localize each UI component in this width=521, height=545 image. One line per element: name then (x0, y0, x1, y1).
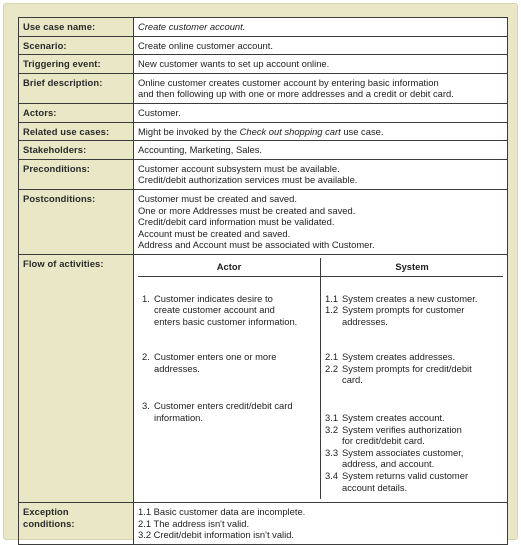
flow-table (138, 258, 503, 499)
postcondition-line: Customer must be created and saved. (138, 192, 297, 204)
exception-line: 2.1 The address isn't valid. (138, 517, 250, 529)
triggering-event-value: New customer wants to set up account online. (134, 55, 508, 74)
postcondition-line: Credit/debit card information must be validated. (138, 216, 335, 228)
step-line: System prompts for customer (342, 304, 465, 316)
stakeholders-value: Accounting, Marketing, Sales. (134, 141, 508, 160)
brief-description-label: Brief description: (19, 73, 134, 103)
step-number: 1.2 (325, 304, 339, 316)
exception-conditions-label (19, 503, 134, 545)
triggering-event-label: Triggering event: (19, 55, 134, 74)
postcondition-line: Account must be created and saved. (138, 227, 291, 239)
actor-step (142, 293, 316, 328)
step-line: information. (154, 412, 203, 424)
use-case-name-value (134, 18, 508, 37)
use-case-name-label: Use case name: (19, 18, 134, 37)
step-text (342, 470, 499, 493)
step-line: System associates customer, (342, 446, 464, 458)
row-actors (19, 103, 508, 122)
step-text (342, 351, 499, 363)
step-number: 3.4 (325, 470, 339, 482)
scenario-value: Create online customer account. (134, 36, 508, 55)
actors-label: Actors: (19, 103, 134, 122)
step-line: addresses. (154, 362, 200, 374)
step-number: 3.1 (325, 412, 339, 424)
exception-label-line: Exception (23, 506, 69, 518)
system-step (325, 470, 499, 493)
step-text (342, 447, 499, 470)
actor-step (142, 400, 316, 423)
use-case-document (3, 3, 518, 540)
flow-of-activities-label: Flow of activities: (19, 254, 134, 502)
step-line: System prompts for credit/debit (342, 362, 472, 374)
step-line: address, and account. (342, 458, 435, 470)
actor-step (142, 351, 316, 374)
step-line: System creates a new customer. (342, 292, 478, 304)
system-column-header: System (321, 258, 504, 276)
flow-body-row (138, 276, 503, 499)
precondition-line: Customer account subsystem must be available. (138, 162, 340, 174)
postcondition-line: One or more Addresses must be created and saved. (138, 204, 356, 216)
step-number: 2.2 (325, 362, 339, 374)
exception-label-line: conditions: (23, 517, 75, 529)
step-line: addresses. (342, 315, 388, 327)
step-number: 3.3 (325, 446, 339, 458)
row-scenario (19, 36, 508, 55)
step-text (154, 293, 316, 328)
step-text (342, 412, 499, 424)
step-line: for credit/debit card. (342, 435, 425, 447)
step-number: 2.1 (325, 351, 339, 363)
use-case-name-text: Create customer account. (138, 21, 246, 32)
step-line: Customer enters credit/debit card (154, 400, 293, 412)
exception-conditions-value (134, 503, 508, 545)
use-case-table (18, 17, 508, 545)
brief-description-line: Online customer creates customer account by entering basic information (138, 76, 439, 88)
system-step (325, 412, 499, 424)
step-line: enters basic customer information. (154, 315, 298, 327)
stakeholders-label: Stakeholders: (19, 141, 134, 160)
postcondition-line: Address and Account must be associated with Customer. (138, 239, 375, 251)
related-use-cases-label: Related use cases: (19, 122, 134, 141)
step-text (342, 304, 499, 327)
flow-header-row (138, 258, 503, 276)
related-use-case-name: Check out shopping cart (239, 125, 341, 137)
actor-steps (138, 276, 321, 499)
postconditions-value (134, 189, 508, 254)
related-prefix: Might be invoked by the (138, 125, 240, 137)
step-number: 2. (142, 351, 150, 363)
actors-value: Customer. (134, 103, 508, 122)
related-use-cases-value (134, 122, 508, 141)
step-text (154, 400, 316, 423)
row-exception-conditions (19, 503, 508, 545)
step-line: System creates account. (342, 412, 445, 424)
step-number: 3.2 (325, 423, 339, 435)
step-line: Customer indicates desire to (154, 292, 273, 304)
brief-description-value (134, 73, 508, 103)
brief-description-line: and then following up with one or more addresses and a credit or debit card. (138, 88, 454, 100)
preconditions-value (134, 159, 508, 189)
system-step (325, 363, 499, 386)
system-steps (321, 276, 504, 499)
precondition-line: Credit/debit authorization services must be available. (138, 174, 358, 186)
postconditions-label: Postconditions: (19, 189, 134, 254)
related-suffix: use case. (340, 125, 384, 137)
exception-line: 1.1 Basic customer data are incomplete. (138, 506, 306, 518)
step-line: System returns valid customer (342, 470, 469, 482)
row-preconditions (19, 159, 508, 189)
exception-line: 3.2 Credit/debit information isn't valid. (138, 529, 295, 541)
row-stakeholders (19, 141, 508, 160)
row-postconditions (19, 189, 508, 254)
step-line: card. (342, 374, 363, 386)
system-step (325, 293, 499, 305)
step-text (342, 293, 499, 305)
step-number: 3. (142, 400, 150, 412)
row-use-case-name (19, 18, 508, 37)
step-line: Customer enters one or more (154, 351, 277, 363)
step-text (342, 363, 499, 386)
step-text (154, 351, 316, 374)
system-step (325, 351, 499, 363)
step-line: create customer account and (154, 304, 275, 316)
step-line: System verifies authorization (342, 423, 462, 435)
row-related-use-cases (19, 122, 508, 141)
row-flow-of-activities (19, 254, 508, 502)
preconditions-label: Preconditions: (19, 159, 134, 189)
row-triggering-event (19, 55, 508, 74)
step-text (342, 424, 499, 447)
row-brief-description (19, 73, 508, 103)
actor-column-header: Actor (138, 258, 321, 276)
step-line: System creates addresses. (342, 351, 456, 363)
system-step (325, 447, 499, 470)
system-step (325, 304, 499, 327)
scenario-label: Scenario: (19, 36, 134, 55)
step-line: account details. (342, 481, 408, 493)
flow-of-activities-value (134, 254, 508, 502)
system-step (325, 424, 499, 447)
step-number: 1. (142, 292, 150, 304)
step-number: 1.1 (325, 292, 339, 304)
